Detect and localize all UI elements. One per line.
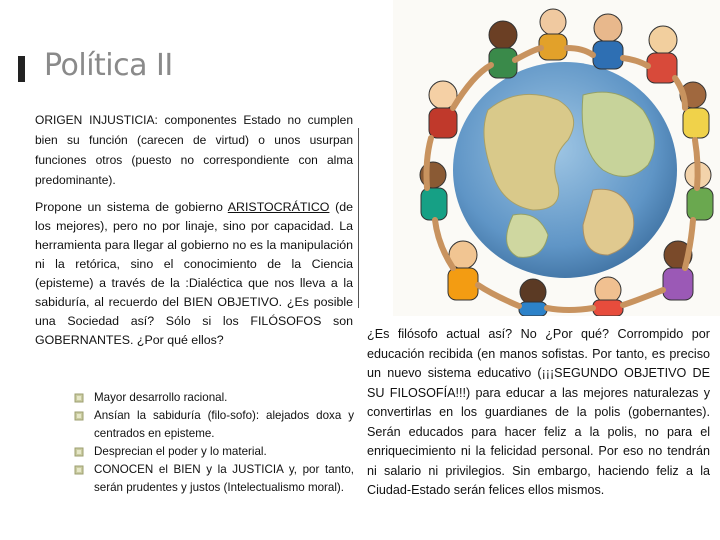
p2-lead: Propone un sistema de gobierno xyxy=(35,200,228,214)
title-accent-bar xyxy=(18,56,25,82)
paragraph-current-philosopher: ¿Es filósofo actual así? No ¿Por qué? Corrompido por educación recibida (en manos sofistas. Por tanto, es preciso un nuevo sistema educativo (¡¡¡SEGUNDO OBJETIVO DE SU FILOSOFÍA!!!) para educar a las mejores naturalezas y convertirlas en los guardianes de la polis (gobernantes). Serán educados para hacer feliz a la polis, no para el enriquecimiento ni la felicidad personal. Por eso no tendrán ni salario ni privilegios. Sin embargo, haciendo feliz a la Ciudad-Estado serán felices ellos mismos. xyxy=(367,327,710,497)
column-divider xyxy=(358,128,359,308)
list-item xyxy=(74,389,354,407)
list-item xyxy=(74,407,354,443)
slide-title: Política II xyxy=(44,48,173,83)
list-item-text: Desprecian el poder y lo material. xyxy=(94,445,267,458)
square-bullet-icon xyxy=(74,447,84,457)
p2-underlined-term: ARISTOCRÁTICO xyxy=(227,200,330,214)
square-bullet-icon xyxy=(74,411,84,421)
p2-rest: (de los mejores), pero no por linaje, sino por capacidad. La herramienta para llegar al gobierno no es la manipulación ni la retórica, sino el conocimiento de la Ciencia (episteme) a través de la :Dialéctica que nos lleva a la sabiduría, al recuerdo del BIEN OBJETIVO. ¿Es posible una Sociedad así? Sólo si los FILÓSOFOS son GOBERNANTES. ¿Por qué ellos? xyxy=(35,200,353,347)
children-around-globe-illustration xyxy=(393,0,720,316)
list-item xyxy=(74,461,354,497)
philosopher-reasons-list xyxy=(74,389,354,497)
list-item-text: Ansían la sabiduría (filo-sofo): alejados doxa y centrados en episteme. xyxy=(94,409,354,440)
paragraph-aristocratic-system xyxy=(35,198,353,350)
list-item-text: CONOCEN el BIEN y la JUSTICIA y, por tanto, serán prudentes y justos (Intelectualismo moral). xyxy=(94,463,354,494)
paragraph-origin-injustice: ORIGEN INJUSTICIA: componentes Estado no cumplen bien su función (carecen de virtud) o unos usurpan funciones otros (puesto no correspondiente con alma predominante). xyxy=(35,113,353,187)
square-bullet-icon xyxy=(74,393,84,403)
list-item-text: Mayor desarrollo racional. xyxy=(94,391,228,404)
square-bullet-icon xyxy=(74,465,84,475)
list-item xyxy=(74,443,354,461)
